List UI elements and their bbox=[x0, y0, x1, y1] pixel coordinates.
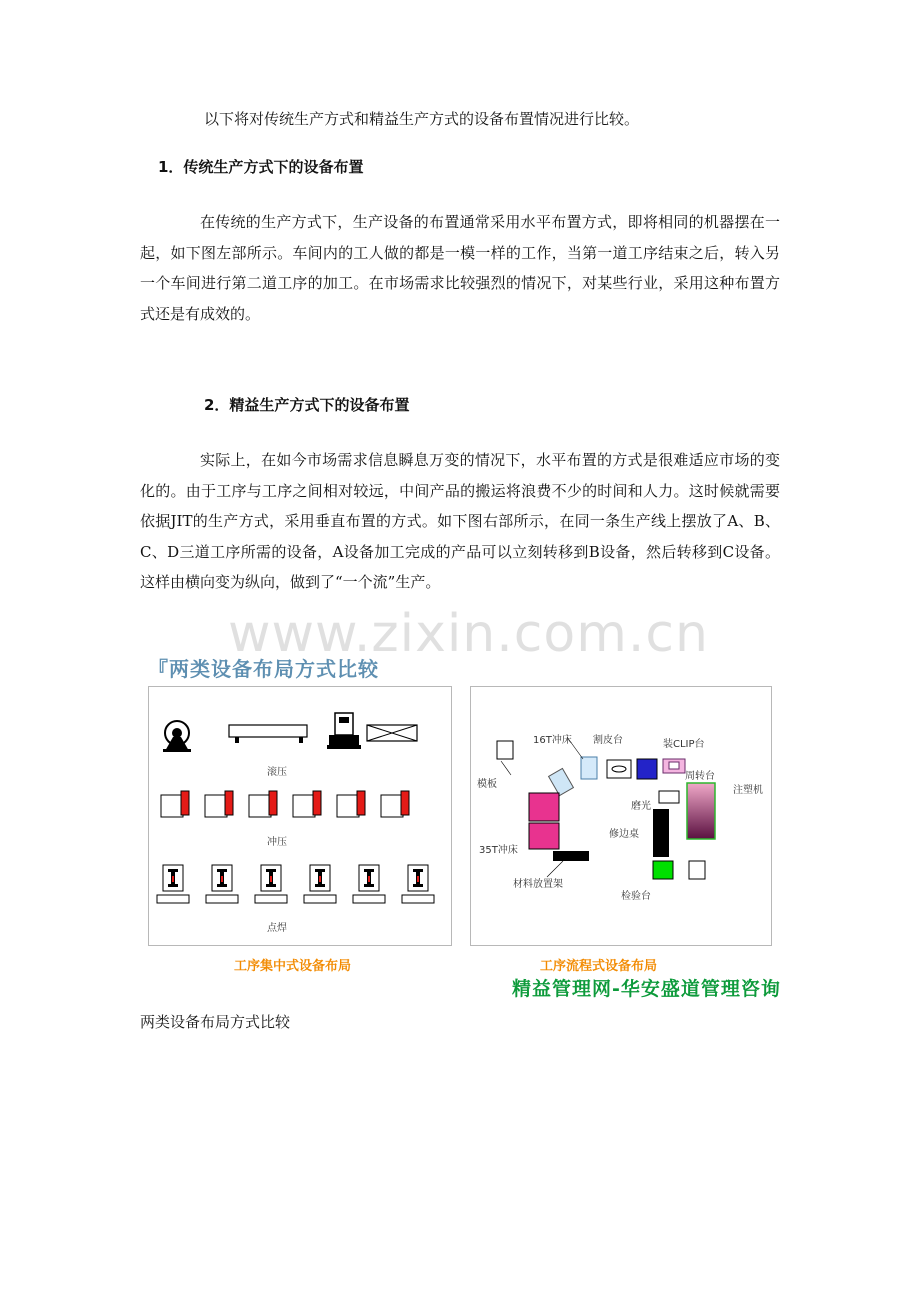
grinding-station bbox=[637, 759, 657, 779]
label-rack: 材料放置架 bbox=[513, 879, 563, 890]
label-trimming: 修边桌 bbox=[609, 829, 639, 840]
trimming-station bbox=[653, 809, 669, 857]
spare-station bbox=[689, 861, 705, 879]
row-label-welding: 点焊 bbox=[267, 923, 287, 934]
right-layout-drawing bbox=[471, 687, 771, 945]
press-machine-icon bbox=[327, 713, 361, 749]
press35-station-upper bbox=[529, 793, 559, 821]
label-template: 模板 bbox=[477, 779, 497, 790]
punch-press-icon bbox=[337, 791, 365, 817]
spot-welder-icon bbox=[255, 865, 287, 903]
label-inspection: 检验台 bbox=[621, 891, 651, 902]
press35-station-lower bbox=[529, 823, 559, 849]
inspection-station bbox=[653, 861, 673, 879]
section1-heading: 1．传统生产方式下的设备布置 bbox=[158, 158, 364, 176]
spot-welder-icon bbox=[304, 865, 336, 903]
label-cutting: 割皮台 bbox=[593, 735, 623, 746]
section2-body: 实际上，在如今市场需求信息瞬息万变的情况下，水平布置的方式是很难适应市场的变化的。由于工序与工序之间相对较远，中间产品的搬运将浪费不少的时间和人力。这时候就需要依据JIT的生产方式，采用垂直布置的方式。如下图右部所示，在同一条生产线上摆放了A、B、C、D三道工序所需的设备，A设备加工完成的产品可以立刻转移到B设备，然后转移到C设备。这样由横向变为纵向，做到了“一个流”生产。 bbox=[140, 451, 780, 591]
punch-press-icon bbox=[381, 791, 409, 817]
label-press35: 35T冲床 bbox=[479, 845, 518, 856]
section2-heading: 2．精益生产方式下的设备布置 bbox=[204, 396, 410, 414]
intro-text: 以下将对传统生产方式和精益生产方式的设备布置情况进行比较。 bbox=[204, 110, 640, 128]
crate-icon bbox=[367, 725, 417, 741]
label-grinding: 磨光 bbox=[631, 801, 651, 812]
press16-station bbox=[581, 757, 597, 779]
spot-welder-icon bbox=[157, 865, 189, 903]
label-press16: 16T冲床 bbox=[533, 735, 572, 746]
rack-station bbox=[553, 851, 589, 861]
right-layout-panel bbox=[470, 686, 772, 946]
punch-press-icon bbox=[249, 791, 277, 817]
label-turntable: 周转台 bbox=[685, 771, 715, 782]
spot-welder-icon bbox=[353, 865, 385, 903]
label-clip: 装CLIP台 bbox=[663, 739, 705, 750]
roller-machine-icon bbox=[163, 721, 191, 752]
row-label-rolling: 滚压 bbox=[267, 767, 287, 778]
press16-alt-station bbox=[549, 768, 574, 795]
molding-station bbox=[687, 783, 715, 839]
punch-press-icon bbox=[161, 791, 189, 817]
figure-caption: 两类设备布局方式比较 bbox=[140, 1013, 291, 1031]
roll-table-icon bbox=[229, 725, 307, 743]
watermark: www.zixin.com.cn bbox=[228, 604, 709, 664]
template-station bbox=[497, 741, 513, 759]
punch-press-icon bbox=[205, 791, 233, 817]
spot-welder-icon bbox=[402, 865, 434, 903]
row-label-punching: 冲压 bbox=[267, 837, 287, 848]
left-layout-panel bbox=[148, 686, 452, 946]
figure-title: 『两类设备布局方式比较 bbox=[148, 657, 379, 681]
punch-press-icon bbox=[293, 791, 321, 817]
label-molding: 注塑机 bbox=[733, 785, 763, 796]
right-panel-caption: 工序流程式设备布局 bbox=[540, 959, 658, 974]
left-layout-drawing bbox=[149, 687, 451, 945]
left-panel-caption: 工序集中式设备布局 bbox=[234, 959, 352, 974]
brand-banner: 精益管理网-华安盛道管理咨询 bbox=[512, 978, 781, 1000]
section1-body: 在传统的生产方式下，生产设备的布置通常采用水平布置方式，即将相同的机器摆在一起，如下图左部所示。车间内的工人做的都是一模一样的工作，当第一道工序结束之后，转入另一个车间进行第二道工序的加工。在市场需求比较强烈的情况下，对某些行业，采用这种布置方式还是有成效的。 bbox=[140, 213, 780, 323]
turntable-station bbox=[659, 791, 679, 803]
spot-welder-icon bbox=[206, 865, 238, 903]
